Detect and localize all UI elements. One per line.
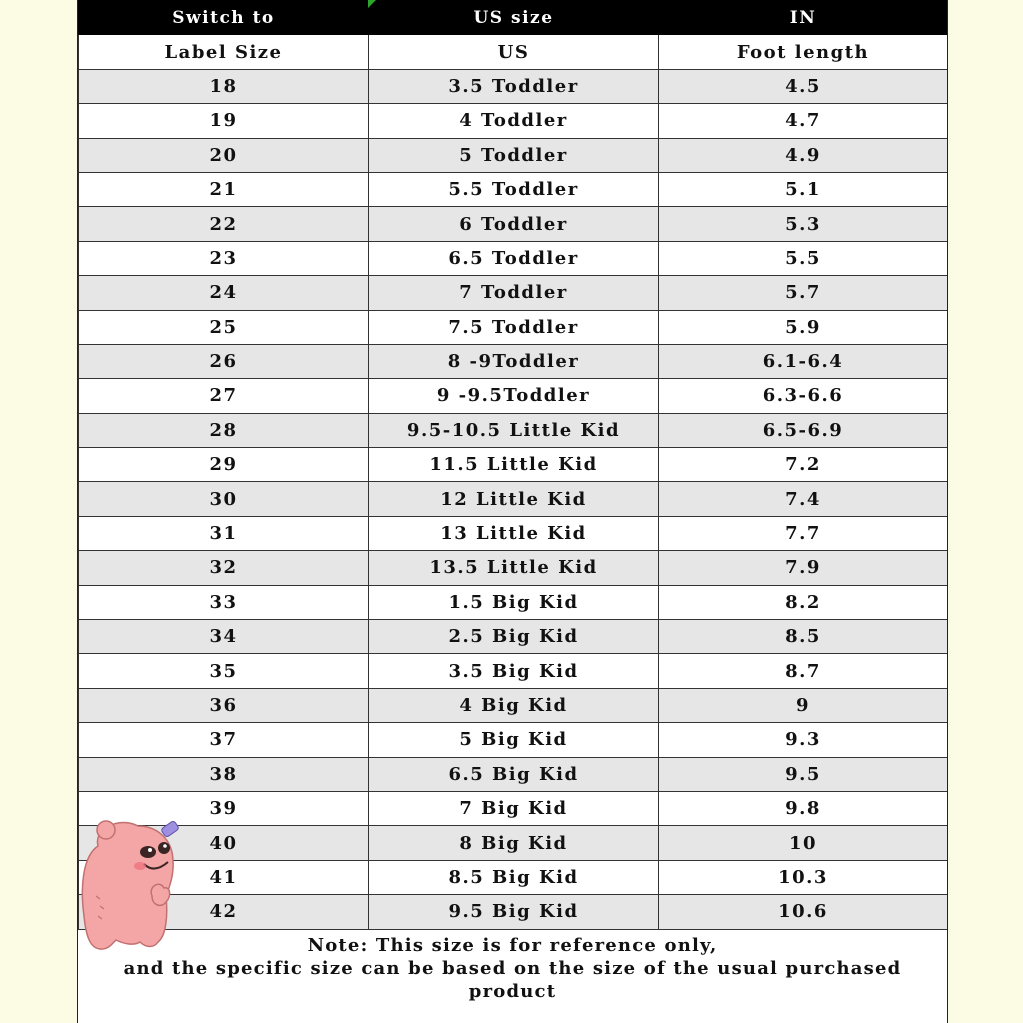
cell-label-size: 40 (79, 826, 369, 860)
cell-label-size: 34 (79, 620, 369, 654)
cell-foot-length: 5.7 (659, 276, 948, 310)
cell-label-size: 37 (79, 723, 369, 757)
cell-foot-length: 10.3 (659, 860, 948, 894)
cell-label-size: 35 (79, 654, 369, 688)
cell-us-size: 5 Big Kid (369, 723, 659, 757)
cell-foot-length: 4.5 (659, 69, 948, 103)
cell-us-size: 2.5 Big Kid (369, 620, 659, 654)
cell-label-size: 26 (79, 344, 369, 378)
cell-label-size: 38 (79, 757, 369, 791)
header-label-us: US (369, 35, 659, 69)
cell-foot-length: 10 (659, 826, 948, 860)
cell-us-size: 13 Little Kid (369, 516, 659, 550)
cell-label-size: 18 (79, 69, 369, 103)
cell-us-size: 6 Toddler (369, 207, 659, 241)
cell-us-size: 7 Big Kid (369, 791, 659, 825)
cell-us-size: 12 Little Kid (369, 482, 659, 516)
size-table (78, 0, 948, 930)
cell-label-size: 30 (79, 482, 369, 516)
table-row (79, 344, 948, 378)
cell-foot-length: 5.9 (659, 310, 948, 344)
table-row (79, 379, 948, 413)
table-row (79, 516, 948, 550)
table-row (79, 448, 948, 482)
cell-foot-length: 7.2 (659, 448, 948, 482)
cell-foot-length: 8.2 (659, 585, 948, 619)
cell-us-size: 9.5 Big Kid (369, 895, 659, 929)
header-label-size: Label Size (79, 35, 369, 69)
cell-label-size: 23 (79, 241, 369, 275)
cell-label-size: 42 (79, 895, 369, 929)
cell-foot-length: 10.6 (659, 895, 948, 929)
cell-label-size: 39 (79, 791, 369, 825)
table-row (79, 585, 948, 619)
cell-foot-length: 6.5-6.9 (659, 413, 948, 447)
header-label-in: IN (659, 1, 948, 35)
cell-label-size: 36 (79, 688, 369, 722)
cell-us-size: 5.5 Toddler (369, 172, 659, 206)
cell-label-size: 29 (79, 448, 369, 482)
cell-foot-length: 9.5 (659, 757, 948, 791)
table-row (79, 723, 948, 757)
cell-label-size: 20 (79, 138, 369, 172)
cell-us-size: 3.5 Toddler (369, 69, 659, 103)
cell-us-size: 11.5 Little Kid (369, 448, 659, 482)
cell-us-size: 9.5-10.5 Little Kid (369, 413, 659, 447)
cell-foot-length: 4.7 (659, 104, 948, 138)
cell-us-size: 1.5 Big Kid (369, 585, 659, 619)
cell-foot-length: 7.4 (659, 482, 948, 516)
table-row (79, 895, 948, 929)
cell-label-size: 27 (79, 379, 369, 413)
cell-label-size: 32 (79, 551, 369, 585)
header-row-secondary (79, 35, 948, 69)
cell-label-size: 41 (79, 860, 369, 894)
cell-foot-length: 5.3 (659, 207, 948, 241)
cell-us-size: 8 -9Toddler (369, 344, 659, 378)
cell-foot-length: 4.9 (659, 138, 948, 172)
cell-us-size: 5 Toddler (369, 138, 659, 172)
cell-us-size: 6.5 Toddler (369, 241, 659, 275)
cell-foot-length: 9.8 (659, 791, 948, 825)
note-line: and the specific size can be based on the size of the usual purchased (123, 957, 902, 979)
size-chart (77, 0, 948, 1023)
header-label-switch: Switch to (79, 1, 369, 35)
cell-label-size: 31 (79, 516, 369, 550)
cell-foot-length: 7.9 (659, 551, 948, 585)
cell-us-size: 6.5 Big Kid (369, 757, 659, 791)
table-row (79, 654, 948, 688)
cell-foot-length: 5.5 (659, 241, 948, 275)
table-row (79, 104, 948, 138)
pink-cartoon-mascot-icon (78, 816, 188, 951)
cell-foot-length: 7.7 (659, 516, 948, 550)
header-row-primary (79, 1, 948, 35)
table-row (79, 620, 948, 654)
cell-us-size: 4 Big Kid (369, 688, 659, 722)
cell-us-size: 7.5 Toddler (369, 310, 659, 344)
table-row (79, 241, 948, 275)
header-label-us-size: US size (369, 1, 659, 35)
cell-label-size: 24 (79, 276, 369, 310)
cell-foot-length: 6.3-6.6 (659, 379, 948, 413)
note-line: product (468, 980, 557, 1002)
header-label-foot-length: Foot length (659, 35, 948, 69)
table-row (79, 172, 948, 206)
cell-label-size: 28 (79, 413, 369, 447)
note-line: Note: This size is for reference only, (307, 934, 718, 956)
table-row (79, 276, 948, 310)
table-row (79, 860, 948, 894)
reference-note (78, 930, 947, 1003)
cell-us-size: 3.5 Big Kid (369, 654, 659, 688)
cell-us-size: 13.5 Little Kid (369, 551, 659, 585)
table-row (79, 69, 948, 103)
table-row (79, 791, 948, 825)
cell-foot-length: 8.5 (659, 620, 948, 654)
cell-foot-length: 6.1-6.4 (659, 344, 948, 378)
cell-foot-length: 9 (659, 688, 948, 722)
table-row (79, 310, 948, 344)
corner-marker-icon (368, 0, 376, 8)
table-row (79, 207, 948, 241)
table-row (79, 551, 948, 585)
cell-label-size: 19 (79, 104, 369, 138)
cell-label-size: 22 (79, 207, 369, 241)
cell-us-size: 8.5 Big Kid (369, 860, 659, 894)
cell-us-size: 4 Toddler (369, 104, 659, 138)
table-row (79, 413, 948, 447)
cell-us-size: 9 -9.5Toddler (369, 379, 659, 413)
cell-foot-length: 5.1 (659, 172, 948, 206)
cell-foot-length: 9.3 (659, 723, 948, 757)
cell-foot-length: 8.7 (659, 654, 948, 688)
table-row (79, 757, 948, 791)
cell-label-size: 21 (79, 172, 369, 206)
table-row (79, 138, 948, 172)
table-row (79, 826, 948, 860)
cell-us-size: 8 Big Kid (369, 826, 659, 860)
table-row (79, 482, 948, 516)
cell-us-size: 7 Toddler (369, 276, 659, 310)
cell-label-size: 25 (79, 310, 369, 344)
cell-label-size: 33 (79, 585, 369, 619)
table-row (79, 688, 948, 722)
